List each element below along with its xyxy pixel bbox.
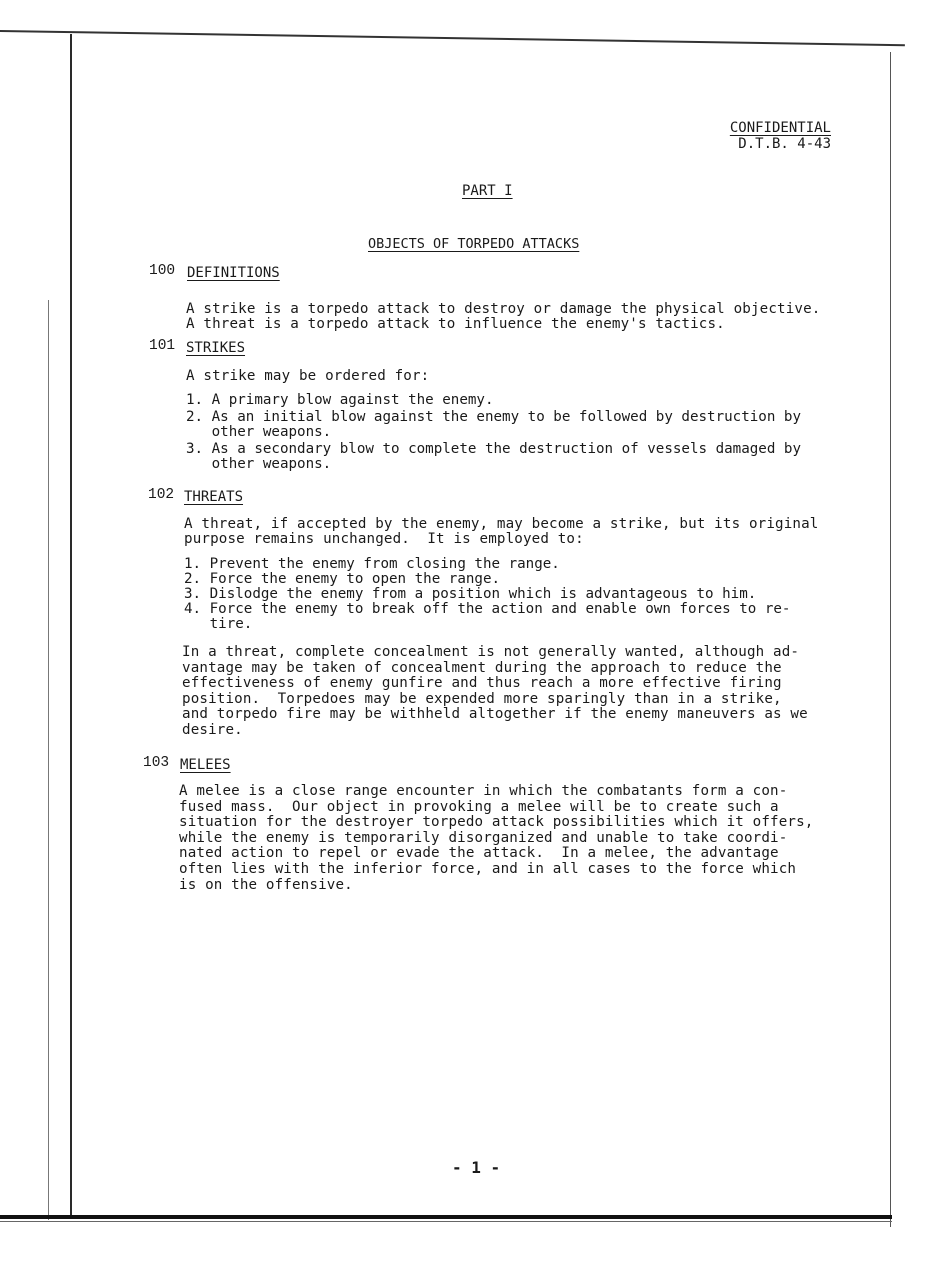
melees-paragraph: A melee is a close range encounter in which the combatants form a con- fused mass. Our object in provoking a melee will be to create such a situation for the destroyer torpedo attack possibilities which it offers, while the enemy is temporarily disorganized and unable to take coordi- nated action to repel or evade the attack. In a melee, the advantage often lies with the inferior force, and in all cases to the force which is on the offensive. <box>179 783 814 893</box>
page-edge-bottom-shadow <box>0 1221 892 1222</box>
section-number-101: 101 <box>149 338 176 354</box>
list-item: 3. As a secondary blow to complete the destruction of vessels damaged by other weapons. <box>186 441 801 472</box>
document-id: D.T.B. 4-43 <box>738 136 831 152</box>
threats-intro: A threat, if accepted by the enemy, may become a strike, but its original purpose remains unchanged. It is employed to: <box>184 516 819 547</box>
page-edge-top <box>0 30 905 46</box>
section-heading-melees: MELEES <box>180 757 231 773</box>
section-number-102: 102 <box>148 487 175 503</box>
page-edge-left <box>70 34 72 1219</box>
section-heading-threats: THREATS <box>184 489 244 505</box>
threats-list <box>184 557 790 632</box>
list-item: 2. As an initial blow against the enemy to be followed by destruction by other weapons. <box>186 409 801 440</box>
page-number: - 1 - <box>452 1158 501 1177</box>
document-title: OBJECTS OF TORPEDO ATTACKS <box>368 236 580 252</box>
page-edge-left-inner <box>48 300 49 1220</box>
strikes-list <box>186 392 801 472</box>
page-edge-right <box>890 52 891 1227</box>
page-edge-bottom <box>0 1215 892 1219</box>
list-item: 2. Force the enemy to open the range. <box>184 571 501 587</box>
threats-paragraph: In a threat, complete concealment is not generally wanted, although ad- vantage may be taken of concealment during the approach to reduce the effectiveness of enemy gunfire and thus reach a more effective firing position. Torpedoes may be expended more sparingly than in a strike, and torpedo fire may be withheld altogether if the enemy maneuvers as we desire. <box>182 644 808 738</box>
section-heading-strikes: STRIKES <box>186 340 246 356</box>
list-item: 4. Force the enemy to break off the action and enable own forces to re- tire. <box>184 601 791 632</box>
list-item: 1. A primary blow against the enemy. <box>186 392 494 408</box>
list-item: 1. Prevent the enemy from closing the range. <box>184 556 560 572</box>
strikes-intro: A strike may be ordered for: <box>186 368 430 384</box>
list-item: 3. Dislodge the enemy from a position which is advantageous to him. <box>184 586 757 602</box>
section-number-100: 100 <box>149 263 176 279</box>
definitions-paragraph: A strike is a torpedo attack to destroy or damage the physical objective. A threat is a torpedo attack to influence the enemy's tactics. <box>186 301 821 332</box>
classification-header <box>730 120 831 152</box>
section-number-103: 103 <box>143 755 170 771</box>
section-heading-definitions: DEFINITIONS <box>187 265 280 281</box>
classification-label: CONFIDENTIAL <box>729 120 831 136</box>
part-title: PART I <box>462 183 513 199</box>
